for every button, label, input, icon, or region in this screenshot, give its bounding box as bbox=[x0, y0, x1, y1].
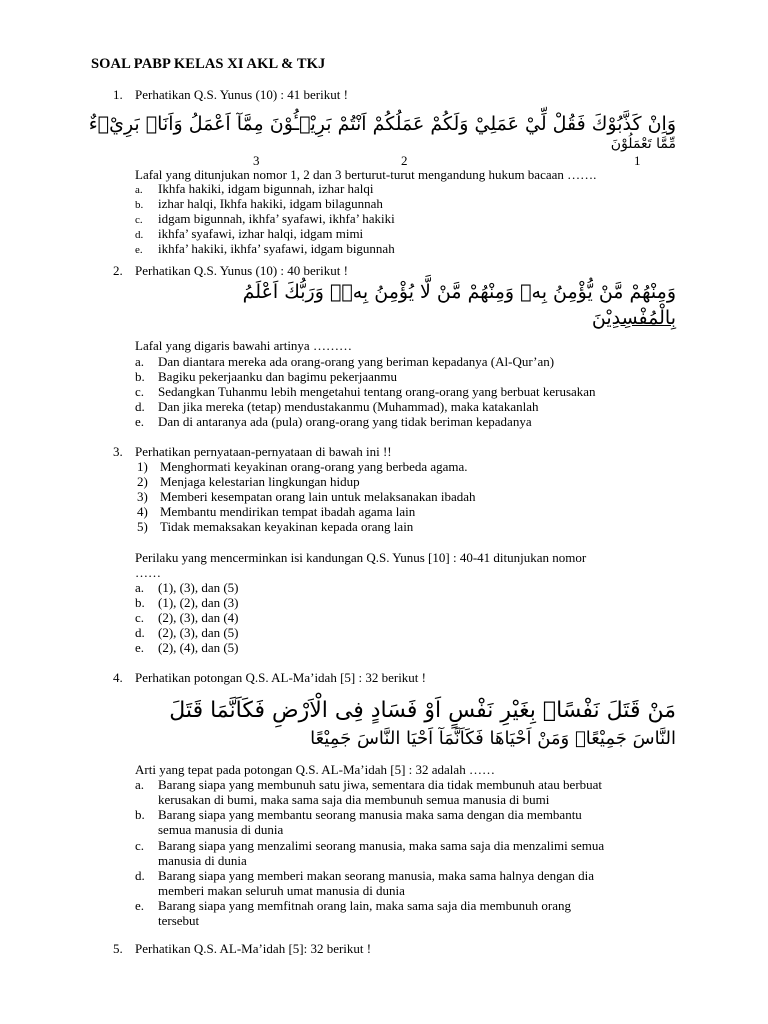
option-c[interactable]: c. (2), (3), dan (4) bbox=[135, 610, 239, 625]
option-d[interactable]: d. Dan jika mereka (tetap) mendustakanmu (Muhammad), maka katakanlah bbox=[135, 399, 539, 414]
statement-item: 3) Memberi kesempatan orang lain untuk melaksanakan ibadah bbox=[137, 489, 476, 504]
option-e[interactable]: e. (2), (4), dan (5) bbox=[135, 640, 239, 655]
option-a[interactable]: a. Ikhfa hakiki, idgam bigunnah, izhar halqi bbox=[135, 181, 374, 196]
option-c[interactable]: c. Barang siapa yang menzalimi seorang manusia, maka sama saja dia menzalimi semua manusia di dunia bbox=[135, 838, 605, 868]
question-number: 1. bbox=[113, 87, 123, 102]
arabic-verse-line: مَنْ قَتَلَ نَفْسًاۢ بِغَيْرِ نَفْسٍ اَوْ فَسَادٍ فِى الْاَرْضِ فَكَاَنَّمَا قَتَلَ bbox=[169, 698, 676, 723]
arabic-verse-line: وَاِنْ كَذَّبُوْكَ فَقُلْ لِّيْ عَمَلِيْ وَلَكُمْ عَمَلُكُمْ اَنْتُمْ بَرِيْۤـُٔوْنَ مِمَّآ اَعْمَلُ وَاَنَا۠ بَرِيْۤءٌ bbox=[88, 113, 676, 135]
option-e[interactable]: e. Barang siapa yang memfitnah orang lain, maka sama saja dia membunuh orang tersebut bbox=[135, 898, 571, 928]
option-b[interactable]: b. Barang siapa yang membantu seorang manusia maka sama dengan dia membantu semua manusia di dunia bbox=[135, 807, 582, 837]
verse-marker: 2 bbox=[401, 153, 408, 168]
arabic-verse-line: مِّمَّا تَعْمَلُوْنَ bbox=[610, 136, 676, 152]
option-a[interactable]: a. Barang siapa yang membunuh satu jiwa, sementara dia tidak membunuh atau berbuat kerusakan di bumi, maka sama saja dia membunuh semua manusia di bumi bbox=[135, 777, 603, 807]
question-prompt: Perhatikan Q.S. Yunus (10) : 40 berikut ! bbox=[135, 263, 348, 278]
question-text: Perilaku yang mencerminkan isi kandungan Q.S. Yunus [10] : 40-41 ditunjukan nomor bbox=[135, 550, 587, 565]
question-prompt: Perhatikan Q.S. Yunus (10) : 41 berikut ! bbox=[135, 87, 348, 102]
option-e[interactable]: e. ikhfa’ hakiki, ikhfa’ syafawi, idgam bigunnah bbox=[135, 241, 395, 256]
question-number: 4. bbox=[113, 670, 123, 685]
question-prompt: Perhatikan potongan Q.S. AL-Ma’idah [5] : 32 berikut ! bbox=[135, 670, 426, 685]
question-prompt: Perhatikan pernyataan-pernyataan di bawah ini !! bbox=[135, 444, 392, 459]
question-text: Lafal yang ditunjukan nomor 1, 2 dan 3 berturut-turut mengandung hukum bacaan ……. bbox=[135, 167, 597, 182]
statement-item: 5) Tidak memaksakan keyakinan kepada orang lain bbox=[137, 519, 414, 534]
option-b[interactable]: b. Bagiku pekerjaanku dan bagimu pekerjaanmu bbox=[135, 369, 397, 384]
statement-item: 1) Menghormati keyakinan orang-orang yang berbeda agama. bbox=[137, 459, 468, 474]
option-c[interactable]: c. idgam bigunnah, ikhfa’ syafawi, ikhfa’ hakiki bbox=[135, 211, 395, 226]
option-a[interactable]: a. (1), (3), dan (5) bbox=[135, 580, 239, 595]
verse-marker: 1 bbox=[634, 153, 641, 168]
option-c[interactable]: c. Sedangkan Tuhanmu lebih mengetahui tentang orang-orang yang berbuat kerusakan bbox=[135, 384, 596, 399]
option-d[interactable]: d. Barang siapa yang memberi makan seorang manusia, maka sama halnya dengan dia memberi makan seluruh umat manusia di dunia bbox=[135, 868, 595, 898]
option-a[interactable]: a. Dan diantara mereka ada orang-orang yang beriman kepadanya (Al-Qur’an) bbox=[135, 354, 555, 369]
question-text: Lafal yang digaris bawahi artinya ……… bbox=[135, 338, 352, 353]
arabic-verse-line-underlined bbox=[592, 306, 676, 330]
arabic-verse-line: النَّاسَ جَمِيْعًاۗ وَمَنْ اَحْيَاهَا فَكَاَنَّمَآ اَحْيَا النَّاسَ جَمِيْعًا bbox=[310, 728, 676, 749]
question-number: 2. bbox=[113, 263, 123, 278]
page-title: SOAL PABP KELAS XI AKL & TKJ bbox=[91, 56, 326, 72]
question-number: 3. bbox=[113, 444, 123, 459]
question-text: Arti yang tepat pada potongan Q.S. AL-Ma’idah [5] : 32 adalah …… bbox=[135, 762, 495, 777]
option-e[interactable]: e. Dan di antaranya ada (pula) orang-orang yang tidak beriman kepadanya bbox=[135, 414, 532, 429]
option-d[interactable]: d. ikhfa’ syafawi, izhar halqi, idgam mimi bbox=[135, 226, 364, 241]
option-b[interactable]: b. (1), (2), dan (3) bbox=[135, 595, 239, 610]
statement-item: 4) Membantu mendirikan tempat ibadah agama lain bbox=[137, 504, 416, 519]
question-text-continued: …… bbox=[135, 565, 161, 580]
underlined-arabic: بِالْمُفْسِدِيْنَ bbox=[591, 307, 676, 329]
arabic-text: وَمِنْهُمْ مَّنْ يُّؤْمِنُ بِهٖ وَمِنْهُمْ مَّنْ لَّا يُؤْمِنُ بِهٖۗ وَرَبُّكَ اَعْلَمُ bbox=[242, 281, 676, 303]
arabic-verse-line bbox=[243, 280, 676, 304]
question-number: 5. bbox=[113, 941, 123, 956]
option-b[interactable]: b. izhar halqi, Ikhfa hakiki, idgam bilagunnah bbox=[135, 196, 383, 211]
statement-item: 2) Menjaga kelestarian lingkungan hidup bbox=[137, 474, 360, 489]
option-d[interactable]: d. (2), (3), dan (5) bbox=[135, 625, 239, 640]
question-prompt: Perhatikan Q.S. AL-Ma’idah [5]: 32 berikut ! bbox=[135, 941, 372, 956]
verse-marker: 3 bbox=[253, 153, 260, 168]
